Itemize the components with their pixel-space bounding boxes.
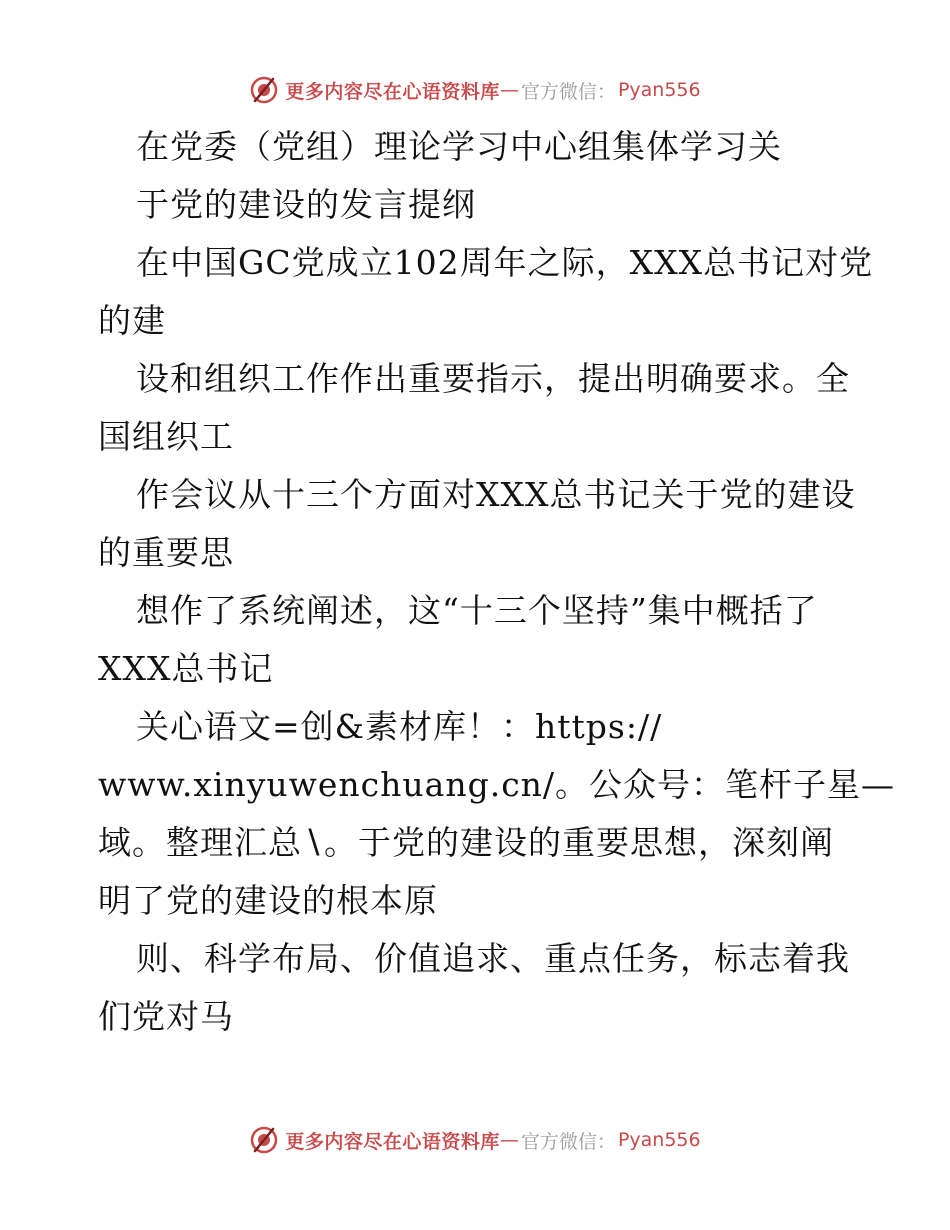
footer-watermark — [0, 1120, 950, 1160]
watermark-sub-text: 官方微信： — [520, 1130, 616, 1153]
quill-seal-icon — [249, 1125, 279, 1155]
paragraph-line: 作会议从十三个方面对XXX总书记关于党的建设 — [136, 475, 856, 514]
title-line-1: 在党委（党组）理论学习中心组集体学习关 — [136, 127, 782, 166]
paragraph-line: 的重要思 — [98, 533, 234, 572]
paragraph-line-url: www.xinyuwenchuang.cn/。公众号：笔杆子星— — [98, 765, 896, 804]
paragraph-line: 则、科学布局、价值追求、重点任务，标志着我 — [136, 939, 850, 978]
quill-seal-icon — [249, 75, 279, 105]
watermark-dash: — — [499, 1129, 519, 1151]
title-line-2: 于党的建设的发言提纲 — [136, 185, 476, 224]
paragraph-line: 关心语文=创&素材库！：https:// — [136, 707, 663, 746]
paragraph-line: 域。整理汇总∖。于党的建设的重要思想，深刻阐 — [98, 823, 835, 862]
paragraph-line: 明了党的建设的根本原 — [98, 881, 438, 920]
paragraph-line: 设和组织工作作出重要指示，提出明确要求。全 — [136, 359, 850, 398]
watermark-dash: — — [499, 79, 519, 101]
watermark-sub-text: 官方微信： — [520, 80, 616, 103]
paragraph-line: 国组织工 — [98, 417, 234, 456]
paragraph-line: 想作了系统阐述，这“十三个坚持”集中概括了 — [136, 591, 818, 630]
watermark-wechat-id: Pyan556 — [617, 1129, 701, 1151]
document-body — [98, 118, 896, 1046]
paragraph-line: XXX总书记 — [98, 649, 274, 688]
watermark-main-text: 更多内容尽在心语资料库 — [285, 80, 500, 103]
watermark-wechat-id: Pyan556 — [617, 79, 701, 101]
header-watermark — [0, 70, 950, 110]
paragraph-line: 的建 — [98, 301, 166, 340]
watermark-main-text: 更多内容尽在心语资料库 — [285, 1130, 500, 1153]
paragraph-line: 在中国GC党成立102周年之际，XXX总书记对党 — [136, 243, 874, 282]
paragraph-line: 们党对马 — [98, 997, 234, 1036]
